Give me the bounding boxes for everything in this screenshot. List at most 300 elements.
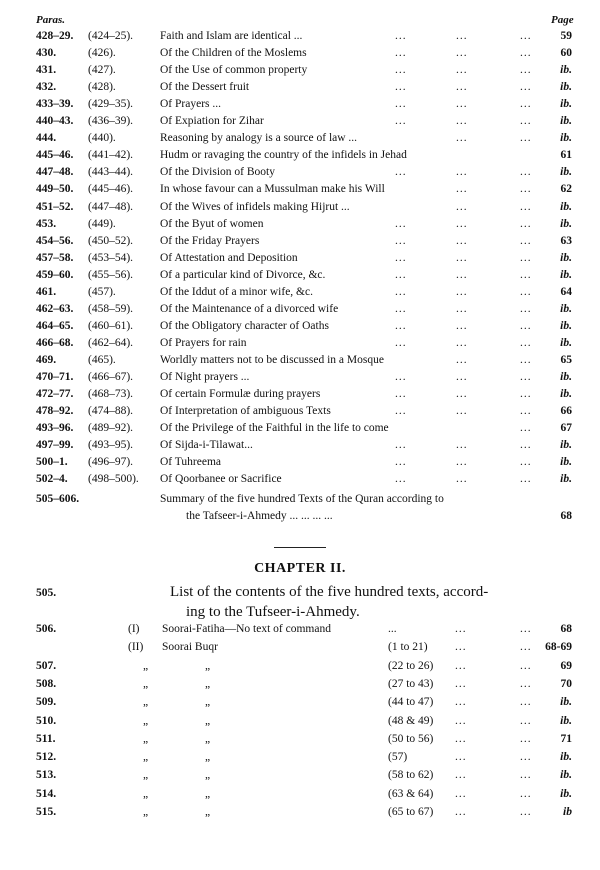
- toc-page: ib.: [560, 98, 572, 111]
- toc-page: 67: [560, 422, 572, 435]
- toc-ref: (424–25).: [88, 30, 134, 42]
- toc-row: [0, 267, 600, 284]
- page-column-header: Page: [551, 14, 574, 26]
- toc-leader-dots: ...: [520, 115, 532, 128]
- toc-leader-dots: ...: [395, 115, 407, 128]
- toc-leader-dots: ...: [456, 98, 468, 111]
- contents-row: [0, 678, 600, 695]
- contents-page: 68: [560, 623, 572, 635]
- ditto-mark: „: [143, 787, 149, 800]
- toc-leader-dots: ...: [520, 98, 532, 111]
- contents-page: 70: [560, 677, 572, 690]
- ditto-mark: „: [143, 732, 149, 745]
- contents-row: [0, 788, 600, 805]
- toc-row: [0, 301, 600, 318]
- chapter-heading: CHAPTER II.: [254, 561, 346, 576]
- toc-leader-dots: ...: [395, 251, 407, 264]
- contents-para: 511.: [36, 732, 56, 745]
- toc-paras: 453.: [36, 217, 57, 230]
- toc-leader-dots: ...: [395, 234, 407, 247]
- toc-ref: (447–48).: [88, 200, 134, 213]
- toc-row: [0, 113, 600, 130]
- contents-range: (63 & 64): [388, 787, 434, 800]
- toc-leader-dots: ...: [395, 319, 407, 332]
- toc-paras: 493–96.: [36, 422, 74, 435]
- toc-leader-dots: ...: [456, 115, 468, 128]
- toc-paras: 454–56.: [36, 234, 74, 247]
- toc-leader-dots: ...: [395, 456, 407, 469]
- toc-row: [0, 369, 600, 386]
- toc-leader-dots: ...: [395, 285, 407, 298]
- toc-title: Of the Use of common property: [160, 64, 308, 77]
- contents-row: [0, 806, 600, 823]
- contents-leader-dots: ...: [520, 641, 532, 654]
- contents-numeral: (II): [128, 641, 144, 654]
- toc-ref: (489–92).: [88, 422, 134, 435]
- contents-page: ib.: [560, 787, 572, 800]
- toc-title: Of the Wives of infidels making Hijrut ...: [160, 200, 350, 213]
- contents-leader-dots: ...: [455, 696, 467, 709]
- chapter-intro-text-2: ing to the Tufseer-i-Ahmedy.: [186, 604, 360, 620]
- toc-leader-dots: ...: [520, 371, 532, 383]
- toc-title: Of Interpretation of ambiguous Texts: [160, 405, 331, 418]
- ditto-mark: „: [205, 677, 211, 690]
- toc-row: [0, 284, 600, 301]
- toc-paras: 428–29.: [36, 30, 74, 42]
- toc-paras: 440–43.: [36, 115, 74, 128]
- toc-row: [0, 79, 600, 96]
- toc-row: [0, 335, 600, 352]
- toc-page: ib.: [560, 81, 572, 94]
- toc-row: [0, 62, 600, 79]
- contents-leader-dots: ...: [455, 787, 467, 800]
- toc-leader-dots: ...: [456, 353, 468, 366]
- toc-title: Of the Iddut of a minor wife, &c.: [160, 285, 313, 298]
- contents-row: [0, 696, 600, 713]
- contents-page: 71: [560, 732, 572, 745]
- toc-leader-dots: ...: [456, 64, 468, 77]
- toc-row: [0, 216, 600, 233]
- ditto-mark: „: [205, 696, 211, 709]
- toc-paras: 497–99.: [36, 439, 74, 452]
- toc-title: Of the Division of Booty: [160, 166, 275, 179]
- toc-leader-dots: ...: [456, 336, 468, 349]
- contents-leader-dots: ...: [455, 732, 467, 745]
- toc-row: [0, 386, 600, 403]
- toc-ref: (455–56).: [88, 268, 134, 281]
- contents-para: 512.: [36, 751, 57, 764]
- toc-page: 65: [560, 353, 572, 366]
- toc-leader-dots: ...: [395, 81, 407, 94]
- toc-row: [0, 130, 600, 147]
- toc-paras: 444.: [36, 132, 57, 145]
- toc-page: 64: [560, 285, 572, 298]
- toc-paras: 464–65.: [36, 319, 74, 332]
- toc-paras: 459–60.: [36, 268, 74, 281]
- toc-leader-dots: ...: [395, 166, 407, 179]
- toc-paras: 445–46.: [36, 149, 74, 162]
- toc-leader-dots: ...: [395, 439, 407, 452]
- toc-leader-dots: ...: [520, 439, 532, 452]
- contents-range: (50 to 56): [388, 732, 434, 745]
- toc-ref: (440).: [88, 132, 116, 145]
- toc-page: 62: [560, 183, 572, 196]
- toc-leader-dots: ...: [456, 302, 468, 315]
- toc-page: ib.: [560, 200, 572, 213]
- contents-para: 513.: [36, 769, 57, 782]
- toc-paras: 500–1.: [36, 456, 68, 469]
- toc-leader-dots: ...: [456, 234, 468, 247]
- toc-title: Of the Privilege of the Faithful in the life to come: [160, 422, 389, 435]
- toc-title: Of certain Formulæ during prayers: [160, 388, 321, 401]
- toc-title: Worldly matters not to be discussed in a Mosque: [160, 353, 384, 366]
- toc-leader-dots: ...: [456, 456, 468, 469]
- toc-ref: (441–42).: [88, 149, 134, 162]
- contents-range: (58 to 62): [388, 769, 434, 782]
- toc-page: ib.: [560, 336, 572, 349]
- toc-paras: 447–48.: [36, 166, 74, 179]
- toc-ref: (449).: [88, 217, 116, 230]
- toc-title: Of the Dessert fruit: [160, 81, 250, 94]
- toc-paras: 433–39.: [36, 98, 74, 111]
- toc-leader-dots: ...: [456, 285, 468, 298]
- toc-row: [0, 181, 600, 198]
- toc-leader-dots: ...: [520, 268, 532, 281]
- toc-page: ib.: [560, 371, 572, 383]
- contents-range: (27 to 43): [388, 677, 434, 690]
- contents-para: 507.: [36, 659, 57, 672]
- contents-row: [0, 641, 600, 658]
- toc-ref: (493–95).: [88, 439, 134, 452]
- contents-leader-dots: ...: [520, 787, 532, 800]
- ditto-mark: „: [143, 751, 149, 764]
- toc-leader-dots: ...: [395, 217, 407, 230]
- toc-paras: 502–4.: [36, 473, 68, 486]
- contents-row: [0, 769, 600, 786]
- summary-line-1: Summary of the five hundred Texts of the Quran according to: [160, 493, 444, 505]
- contents-range: (1 to 21): [388, 641, 428, 654]
- toc-row: [0, 96, 600, 113]
- toc-paras: 478–92.: [36, 405, 74, 418]
- toc-leader-dots: ...: [456, 132, 468, 145]
- chapter-para: 505.: [36, 587, 57, 599]
- toc-leader-dots: ...: [395, 405, 407, 418]
- contents-leader-dots: ...: [520, 659, 532, 672]
- toc-leader-dots: ...: [520, 47, 532, 60]
- toc-ref: (428).: [88, 81, 116, 94]
- contents-row: [0, 751, 600, 768]
- contents-range: ...: [388, 623, 397, 635]
- contents-range: (44 to 47): [388, 696, 434, 709]
- toc-ref: (468–73).: [88, 388, 134, 401]
- toc-leader-dots: ...: [456, 183, 468, 196]
- toc-ref: (458–59).: [88, 302, 134, 315]
- toc-page: 60: [560, 47, 572, 60]
- toc-paras: 431.: [36, 64, 57, 77]
- toc-row: [0, 454, 600, 471]
- toc-leader-dots: ...: [395, 30, 407, 42]
- toc-ref: (443–44).: [88, 166, 134, 179]
- toc-page: ib.: [560, 268, 572, 281]
- toc-leader-dots: ...: [456, 319, 468, 332]
- ditto-mark: „: [205, 787, 211, 800]
- toc-title: Of Expiation for Zihar: [160, 115, 264, 128]
- toc-leader-dots: ...: [520, 319, 532, 332]
- contents-leader-dots: ...: [455, 623, 467, 635]
- toc-leader-dots: ...: [395, 64, 407, 77]
- summary-paras: 505–606.: [36, 493, 80, 505]
- contents-para: 506.: [36, 623, 57, 635]
- toc-leader-dots: ...: [456, 200, 468, 213]
- contents-soorah: Soorai Buqr: [162, 641, 218, 654]
- toc-leader-dots: ...: [520, 183, 532, 196]
- toc-paras: 451–52.: [36, 200, 74, 213]
- toc-page: ib.: [560, 217, 572, 230]
- toc-leader-dots: ...: [395, 371, 407, 383]
- toc-leader-dots: ...: [456, 268, 468, 281]
- contents-para: 508.: [36, 677, 57, 690]
- toc-paras: 470–71.: [36, 371, 74, 383]
- toc-row: [0, 352, 600, 369]
- toc-title: In whose favour can a Mussulman make his Will: [160, 183, 385, 196]
- toc-leader-dots: ...: [456, 47, 468, 60]
- toc-leader-dots: ...: [456, 217, 468, 230]
- toc-leader-dots: ...: [395, 336, 407, 349]
- contents-leader-dots: ...: [520, 751, 532, 764]
- toc-ref: (465).: [88, 353, 116, 366]
- contents-page: ib.: [560, 751, 572, 764]
- contents-leader-dots: ...: [520, 769, 532, 782]
- toc-title: Of Qoorbanee or Sacrifice: [160, 473, 282, 486]
- toc-page: 61: [560, 149, 572, 162]
- summary-entry: [0, 491, 600, 508]
- toc-leader-dots: ...: [395, 388, 407, 401]
- toc-paras: 457–58.: [36, 251, 74, 264]
- toc-title: Of Sijda-i-Tilawat...: [160, 439, 253, 452]
- contents-page: 68-69: [545, 641, 572, 654]
- toc-row: [0, 318, 600, 335]
- toc-row: [0, 250, 600, 267]
- contents-range: (22 to 26): [388, 659, 434, 672]
- toc-ref: (457).: [88, 285, 116, 298]
- toc-leader-dots: ...: [520, 234, 532, 247]
- toc-ref: (460–61).: [88, 319, 134, 332]
- toc-page: ib.: [560, 166, 572, 179]
- contents-page: ib: [563, 806, 572, 818]
- toc-leader-dots: ...: [456, 473, 468, 486]
- toc-page: ib.: [560, 302, 572, 315]
- contents-leader-dots: ...: [455, 714, 467, 727]
- toc-paras: 466–68.: [36, 336, 74, 349]
- ditto-mark: „: [143, 714, 149, 727]
- contents-leader-dots: ...: [455, 769, 467, 782]
- toc-title: Of Attestation and Deposition: [160, 251, 298, 264]
- toc-ref: (462–64).: [88, 336, 134, 349]
- contents-para: 510.: [36, 714, 57, 727]
- summary-entry-continued: [0, 508, 600, 525]
- contents-leader-dots: ...: [455, 641, 467, 654]
- contents-range: (57): [388, 751, 408, 764]
- toc-paras: 472–77.: [36, 388, 74, 401]
- toc-page: 66: [560, 405, 572, 418]
- toc-leader-dots: ...: [456, 81, 468, 94]
- toc-leader-dots: ...: [520, 200, 532, 213]
- chapter-rule: [274, 547, 326, 548]
- toc-title: Of the Children of the Moslems: [160, 47, 307, 60]
- ditto-mark: „: [143, 677, 149, 690]
- toc-leader-dots: ...: [520, 456, 532, 469]
- contents-leader-dots: ...: [455, 659, 467, 672]
- toc-ref: (436–39).: [88, 115, 134, 128]
- toc-leader-dots: ...: [520, 473, 532, 486]
- toc-leader-dots: ...: [456, 388, 468, 401]
- contents-para: 515.: [36, 806, 57, 818]
- toc-page: ib.: [560, 115, 572, 128]
- toc-page: ib.: [560, 132, 572, 145]
- toc-title: Of Night prayers ...: [160, 371, 250, 383]
- toc-paras: 449–50.: [36, 183, 74, 196]
- contents-row: [0, 660, 600, 677]
- ditto-mark: „: [143, 659, 149, 672]
- toc-page: ib.: [560, 439, 572, 452]
- toc-paras: 430.: [36, 47, 57, 60]
- ditto-mark: „: [205, 806, 211, 818]
- toc-row: [0, 199, 600, 216]
- toc-page: ib.: [560, 388, 572, 401]
- toc-leader-dots: ...: [395, 268, 407, 281]
- toc-row: [0, 403, 600, 420]
- toc-ref: (466–67).: [88, 371, 134, 383]
- toc-title: Hudm or ravaging the country of the infidels in Jehad: [160, 149, 407, 162]
- toc-ref: (474–88).: [88, 405, 134, 418]
- toc-title: Of the Maintenance of a divorced wife: [160, 302, 339, 315]
- ditto-mark: „: [205, 751, 211, 764]
- contents-leader-dots: ...: [455, 751, 467, 764]
- toc-page: 63: [560, 234, 572, 247]
- toc-title: Of Prayers for rain: [160, 336, 247, 349]
- toc-row: [0, 437, 600, 454]
- toc-paras: 461.: [36, 285, 57, 298]
- toc-row: [0, 45, 600, 62]
- toc-page: 59: [560, 30, 572, 42]
- toc-title: Of the Obligatory character of Oaths: [160, 319, 329, 332]
- contents-leader-dots: ...: [520, 806, 532, 818]
- toc-leader-dots: ...: [520, 285, 532, 298]
- contents-leader-dots: ...: [520, 623, 532, 635]
- contents-range: (48 & 49): [388, 714, 434, 727]
- toc-title: Of the Friday Prayers: [160, 234, 260, 247]
- chapter-intro-text-1: List of the contents of the five hundred texts, accord-: [170, 584, 489, 600]
- toc-leader-dots: ...: [395, 473, 407, 486]
- toc-row: [0, 147, 600, 164]
- contents-row: [0, 623, 600, 640]
- toc-title: Of Tuhreema: [160, 456, 222, 469]
- contents-row: [0, 733, 600, 750]
- ditto-mark: „: [205, 769, 211, 782]
- toc-ref: (450–52).: [88, 234, 134, 247]
- toc-page: ib.: [560, 64, 572, 77]
- toc-leader-dots: ...: [520, 64, 532, 77]
- toc-page: ib.: [560, 251, 572, 264]
- toc-row: [0, 164, 600, 181]
- toc-ref: (496–97).: [88, 456, 134, 469]
- toc-page: ib.: [560, 473, 572, 486]
- toc-leader-dots: ...: [520, 251, 532, 264]
- ditto-mark: „: [205, 714, 211, 727]
- toc-row: [0, 233, 600, 250]
- ditto-mark: „: [143, 806, 149, 818]
- toc-leader-dots: ...: [520, 353, 532, 366]
- toc-leader-dots: ...: [520, 132, 532, 145]
- toc-title: Of a particular kind of Divorce, &c.: [160, 268, 326, 281]
- toc-page: ib.: [560, 456, 572, 469]
- contents-leader-dots: ...: [520, 696, 532, 709]
- contents-leader-dots: ...: [455, 677, 467, 690]
- toc-ref: (498–500).: [88, 473, 139, 486]
- toc-paras: 432.: [36, 81, 57, 94]
- contents-para: 509.: [36, 696, 57, 709]
- contents-page: ib.: [560, 769, 572, 782]
- contents-page: 69: [560, 659, 572, 672]
- contents-row: [0, 715, 600, 732]
- toc-row: [0, 420, 600, 437]
- contents-leader-dots: ...: [520, 732, 532, 745]
- ditto-mark: „: [143, 696, 149, 709]
- toc-paras: 462–63.: [36, 302, 74, 315]
- toc-leader-dots: ...: [456, 405, 468, 418]
- ditto-mark: „: [205, 659, 211, 672]
- toc-title: Reasoning by analogy is a source of law ...: [160, 132, 358, 145]
- toc-title: Of Prayers ...: [160, 98, 221, 111]
- toc-leader-dots: ...: [456, 439, 468, 452]
- contents-para: 514.: [36, 787, 57, 800]
- toc-leader-dots: ...: [456, 251, 468, 264]
- contents-leader-dots: ...: [520, 714, 532, 727]
- toc-ref: (429–35).: [88, 98, 134, 111]
- toc-leader-dots: ...: [456, 166, 468, 179]
- summary-line-2: the Tafseer-i-Ahmedy ... ... ... ...: [186, 510, 333, 522]
- paras-column-header: Paras.: [36, 14, 66, 26]
- toc-leader-dots: ...: [520, 166, 532, 179]
- toc-leader-dots: ...: [520, 30, 532, 42]
- toc-row: [0, 471, 600, 488]
- toc-leader-dots: ...: [520, 302, 532, 315]
- toc-ref: (445–46).: [88, 183, 134, 196]
- toc-leader-dots: ...: [395, 47, 407, 60]
- contents-leader-dots: ...: [520, 677, 532, 690]
- toc-ref: (453–54).: [88, 251, 134, 264]
- ditto-mark: „: [143, 769, 149, 782]
- toc-leader-dots: ...: [456, 30, 468, 42]
- contents-numeral: (I): [128, 623, 140, 635]
- contents-range: (65 to 67): [388, 806, 434, 818]
- toc-ref: (426).: [88, 47, 116, 60]
- toc-row: [0, 28, 600, 45]
- contents-leader-dots: ...: [455, 806, 467, 818]
- toc-leader-dots: ...: [520, 405, 532, 418]
- toc-paras: 469.: [36, 353, 57, 366]
- toc-ref: (427).: [88, 64, 116, 77]
- toc-title: Faith and Islam are identical ...: [160, 30, 303, 42]
- toc-page: ib.: [560, 319, 572, 332]
- toc-title: Of the Byut of women: [160, 217, 264, 230]
- toc-leader-dots: ...: [520, 217, 532, 230]
- ditto-mark: „: [205, 732, 211, 745]
- toc-leader-dots: ...: [520, 422, 532, 435]
- contents-page: ib.: [560, 696, 572, 709]
- contents-soorah: Soorai-Fatiha—No text of command: [162, 623, 331, 635]
- toc-leader-dots: ...: [395, 98, 407, 111]
